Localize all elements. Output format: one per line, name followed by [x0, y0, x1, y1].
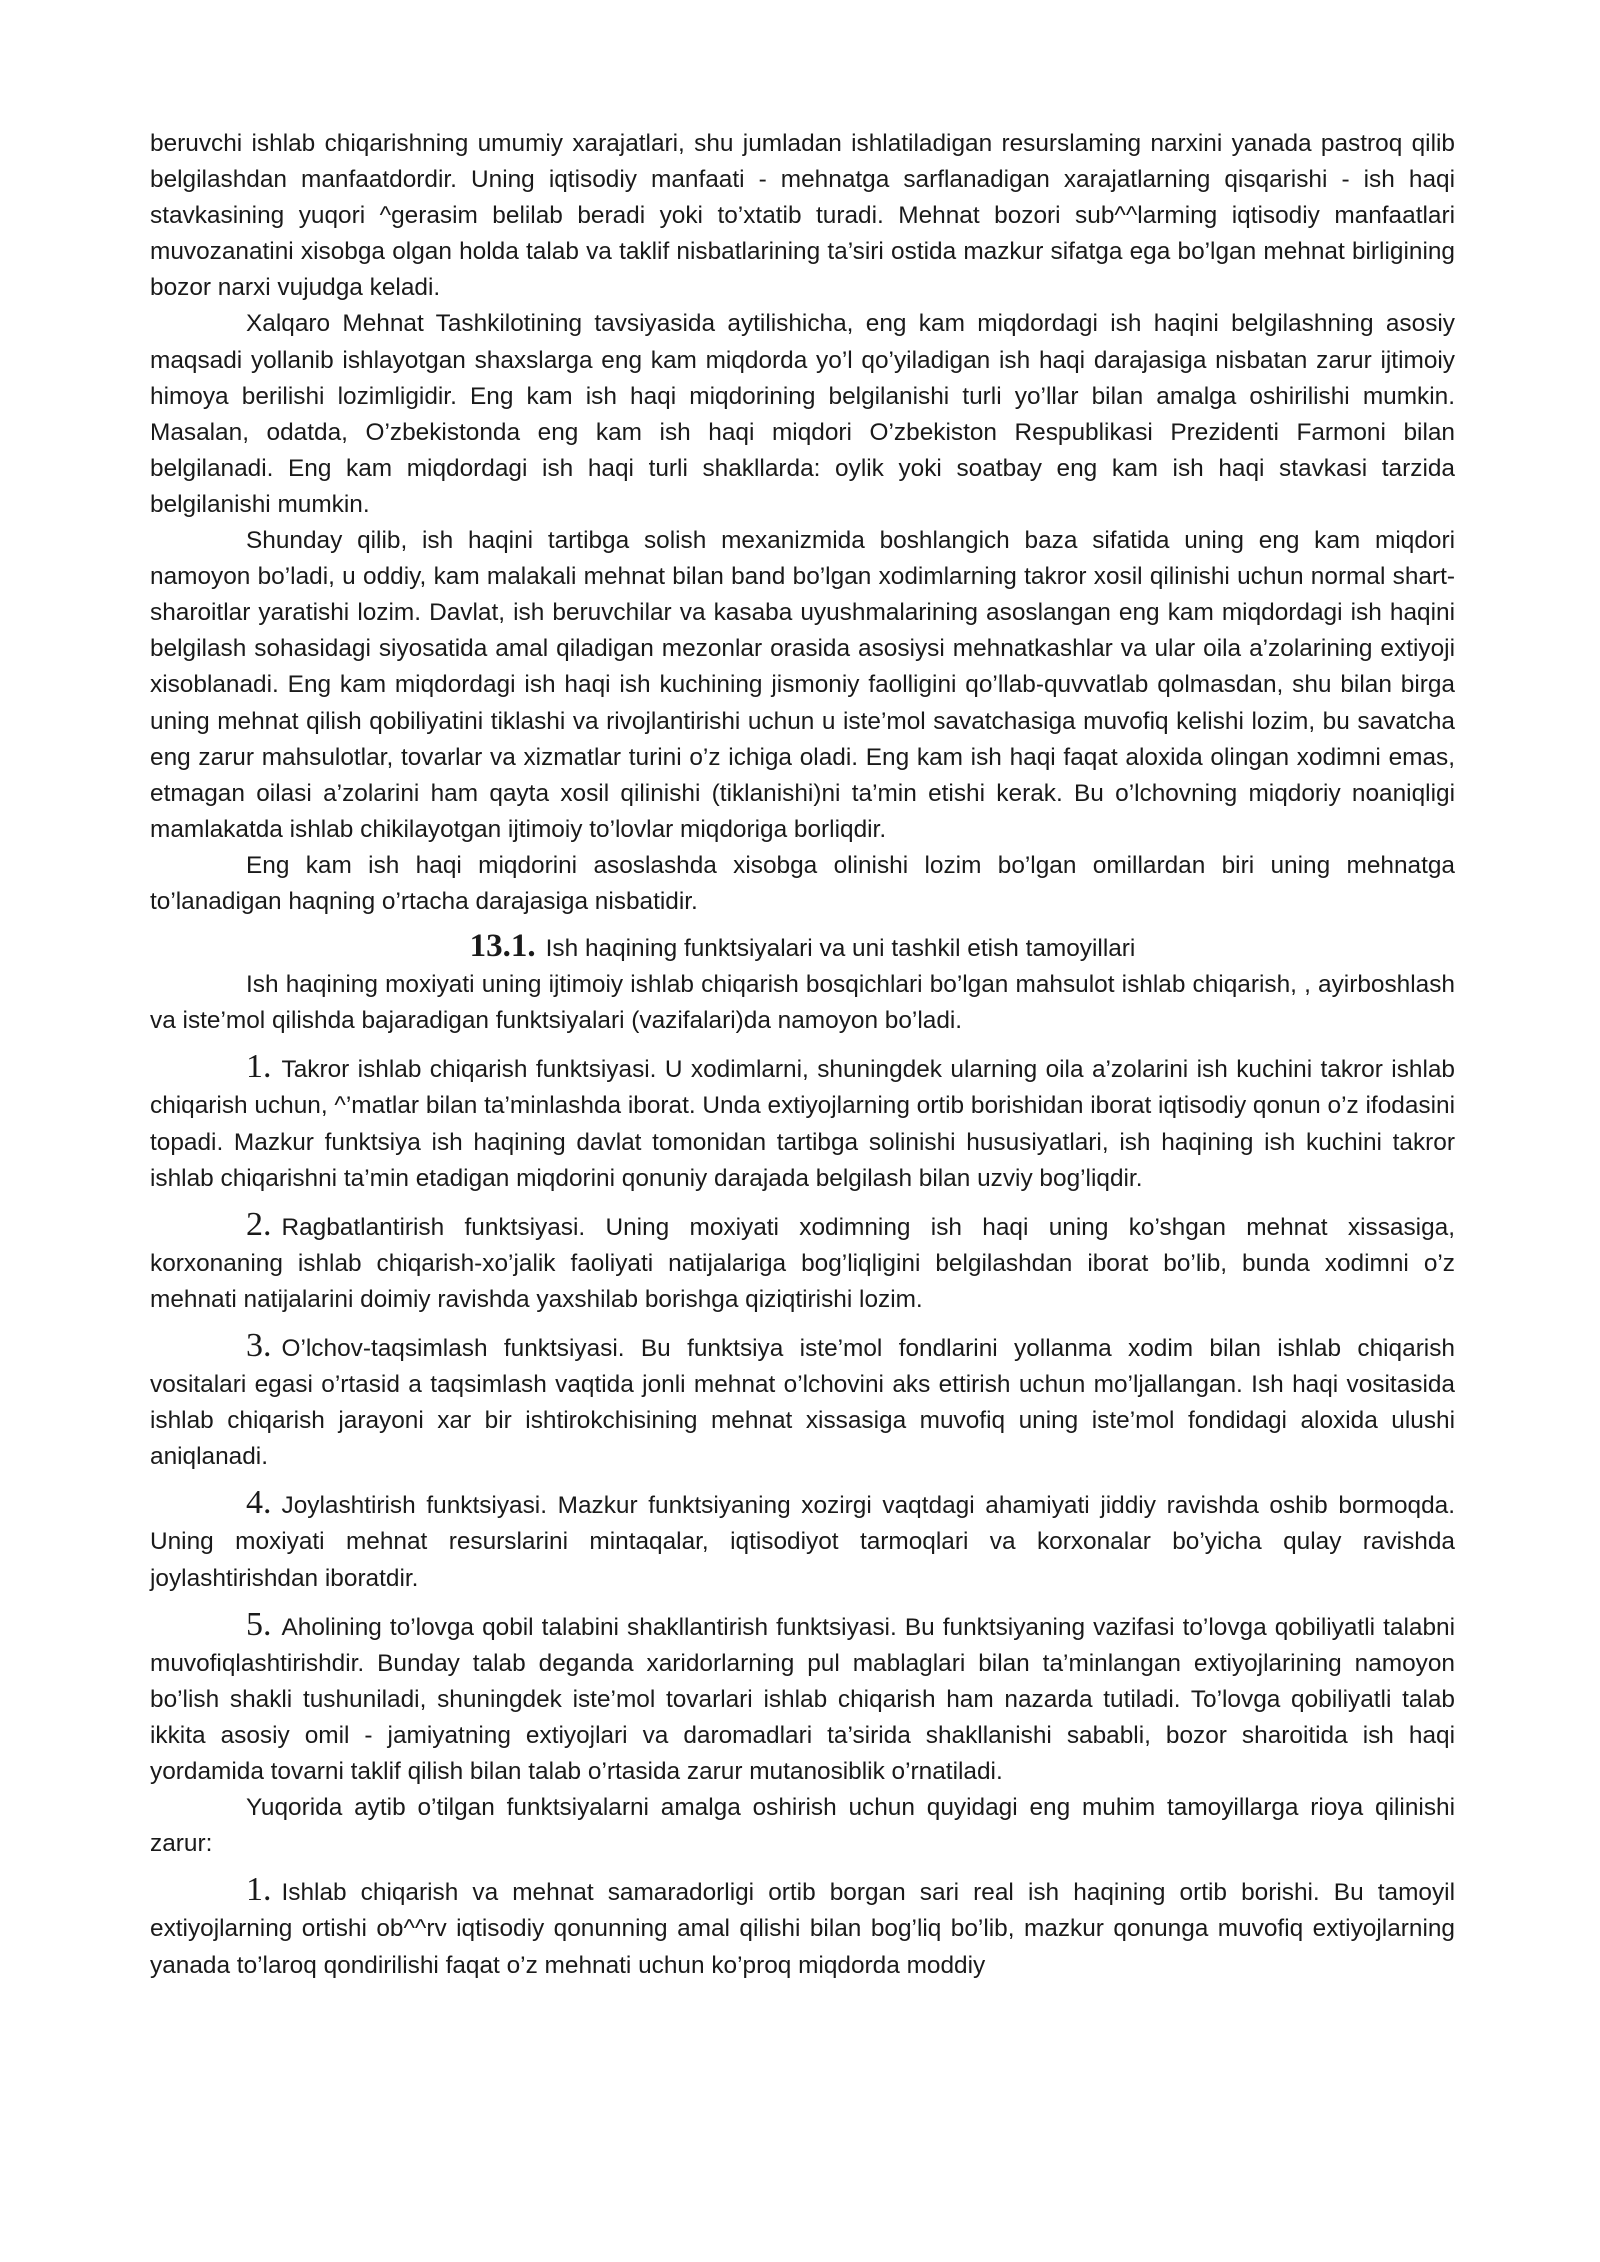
function-number: 5. — [246, 1605, 272, 1643]
function-number: 3. — [246, 1327, 272, 1364]
function-item — [150, 1328, 1455, 1475]
principle-text: Ishlab chiqarish va mehnat samaradorligi ortib borgan sari real ish haqining ortib borishi. Bu tamoyil extiyojlarning ortishi ob^^rv iqtisodiy qonunning amal qilishi bilan bog’liq bo’lib, mazkur qonunga muvofiq extiyojlarning yanada to’laroq qondirilishi faqat o’z mehnati uchun ko’proq miqdorda moddiy — [150, 1879, 1455, 1979]
principle-number: 1. — [246, 1871, 272, 1909]
paragraph-factors: Eng kam ish haqi miqdorini asoslashda xisobga olinishi lozim bo’lgan omillardan biri uning mehnatga to’lanadigan haqning o’rtacha darajasiga nisbatidir. — [150, 851, 1455, 915]
function-number: 1. — [246, 1048, 272, 1086]
function-item — [150, 1485, 1455, 1596]
section-heading — [150, 920, 1455, 967]
function-item — [150, 1049, 1455, 1196]
function-number: 4. — [246, 1484, 272, 1522]
principle-item — [150, 1872, 1455, 1983]
function-item — [150, 1207, 1455, 1318]
section-title: Ish haqining funktsiyalari va uni tashkil etish tamoyillari — [545, 935, 1136, 963]
section-number: 13.1. — [469, 928, 536, 965]
paragraph-principles-intro: Yuqorida aytib o’tilgan funktsiyalarni amalga oshirish uchun quyidagi eng muhim tamoyillarga rioya qilinishi zarur: — [150, 1794, 1455, 1858]
function-item — [150, 1607, 1455, 1790]
function-text: Joylashtirish funktsiyasi. Mazkur funktsiyaning xozirgi vaqtdagi ahamiyati jiddiy ravishda oshib bormoqda. Uning moxiyati mehnat resurslarini mintaqalar, iqtisodiyot tarmoqlari va korxonalar bo’yicha qulay ravishda joylashtirishdan iboratdir. — [150, 1492, 1455, 1592]
function-text: Aholining to’lovga qobil talabini shakllantirish funktsiyasi. Bu funktsiyaning vazifasi to’lovga qobiliyatli talabni muvofiqlashtirishdir. Bunday talab deganda xaridorlarning pul mablaglari bilan ta’minlangan extiyojlarining namoyon bo’lish shakli tushuniladi, shuningdek iste’mol tovarlari ishlab chiqarish ham nazarda tutiladi. To’lovga qobiliyatli talab ikkita asosiy omil - jamiyatning extiyojlari va daromadlari ta’sirida shakllanishi sababli, bozor sharoitida ish haqi yordamida tovarni taklif qilish bilan talab o’rtasida zarur mutanosiblik o’rnatiladi. — [150, 1613, 1455, 1786]
paragraph-mechanism: Shunday qilib, ish haqini tartibga solish mexanizmida boshlangich baza sifatida uning eng kam miqdori namoyon bo’ladi, u oddiy, kam malakali mehnat bilan band bo’lgan xodimlarning takror xosil qilinishi uchun normal shart-sharoitlar yaratishi lozim. Davlat, ish beruvchilar va kasaba uyushmalarining asoslangan eng kam miqdordagi ish haqini belgilash sohasidagi siyosatida amal qiladigan mezonlar orasida asosiysi mehnatkashlar va ular oila a’zolarining extiyoji xisoblanadi. Eng kam miqdordagi ish haqi ish kuchining jismoniy faolligini qo’llab-quvvatlab qolmasdan, shu bilan birga uning mehnat qilish qobiliyatini tiklashi va rivojlantirishi uchun u iste’mol savatchasiga muvofiq kelishi lozim, bu savatcha eng zarur mahsulotlar, tovarlar va xizmatlar turini o’z ichiga oladi. Eng kam ish haqi faqat aloxida olingan xodimni emas, etmagan oilasi a’zolarini ham qayta xosil qilinishi (tiklanishi)ni ta’min etishi kerak. Bu o’lchovning miqdoriy noaniqligi mamlakatda ishlab chikilayotgan ijtimoiy to’lovlar miqdoriga borliqdir. — [150, 527, 1455, 843]
function-text: Takror ishlab chiqarish funktsiyasi. U xodimlarni, shuningdek ularning oila a’zolarini ish kuchini takror ishlab chiqarish uchun, ^’matlar bilan ta’minlashda iborat. Unda extiyojlarning ortib borishidan iborat iqtisodiy qonun o’z ifodasini topadi. Mazkur funktsiya ish haqining davlat tomonidan tartibga solinishi hususiyatlari, ish haqining ish kuchini takror ishlab chiqarishni ta’min etadigan miqdorini qonuniy darajada belgilash bilan uzviy bog’liqdir. — [150, 1056, 1455, 1192]
paragraph-ilo: Xalqaro Mehnat Tashkilotining tavsiyasida aytilishicha, eng kam miqdordagi ish haqini belgilashning asosiy maqsadi yollanib ishlayotgan shaxslarga eng kam miqdorda yo’l qo’yiladigan ish haqi darajasiga nisbatan zarur ijtimoiy himoya berilishi lozimligidir. Eng kam ish haqi miqdorining belgilanishi turli yo’llar bilan amalga oshirilishi mumkin. Masalan, odatda, O’zbekistonda eng kam ish haqi miqdori O’zbekiston Respublikasi Prezidenti Farmoni bilan belgilanadi. Eng kam miqdordagi ish haqi turli shakllarda: oylik yoki soatbay eng kam ish haqi stavkasi tarzida belgilanishi mumkin. — [150, 310, 1455, 518]
function-text: Ragbatlantirish funktsiyasi. Uning moxiyati xodimning ish haqi uning ko’shgan mehnat xissasiga, korxonaning ishlab chiqarish-xo’jalik faoliyati natijalariga bog’liqligini belgilashdan iborat bo’lib, bunda xodimni o’z mehnati natijalarini doimiy ravishda yaxshilab borishga qiziqtirishi lozim. — [150, 1213, 1455, 1313]
document-page — [150, 126, 1455, 1984]
function-text: O’lchov-taqsimlash funktsiyasi. Bu funktsiya iste’mol fondlarini yollanma xodim bilan ishlab chiqarish vositalari egasi o’rtasid a taqsimlash vaqtida jonli mehnat o’lchovini aks ettirish uchun mo’ljallangan. Ish haqi vositasida ishlab chiqarish jarayoni xar bir ishtirokchisining mehnat xissasiga muvofiq uning iste’mol fondidagi aloxida ulushi aniqlanadi. — [150, 1335, 1455, 1471]
paragraph-essence: Ish haqining moxiyati uning ijtimoiy ishlab chiqarish bosqichlari bo’lgan mahsulot ishlab chiqarish, , ayirboshlash va iste’mol qilishda bajaradigan funktsiyalari (vazifalari)da namoyon bo’ladi. — [150, 971, 1455, 1035]
function-number: 2. — [246, 1205, 272, 1243]
paragraph-intro: beruvchi ishlab chiqarishning umumiy xarajatlari, shu jumladan ishlatiladigan resurslaming narxini yanada pastroq qilib belgilashdan manfaatdordir. Uning iqtisodiy manfaati - mehnatga sarflanadigan xarajatlarning qisqarishi - ish haqi stavkasining yuqori ^gerasim belilab beradi yoki to’xtatib turadi. Mehnat bozori sub^^larming iqtisodiy manfaatlari muvozanatini xisobga olgan holda talab va taklif nisbatlarining ta’siri ostida mazkur sifatga ega bo’lgan mehnat birligining bozor narxi vujudga keladi. — [150, 130, 1455, 302]
